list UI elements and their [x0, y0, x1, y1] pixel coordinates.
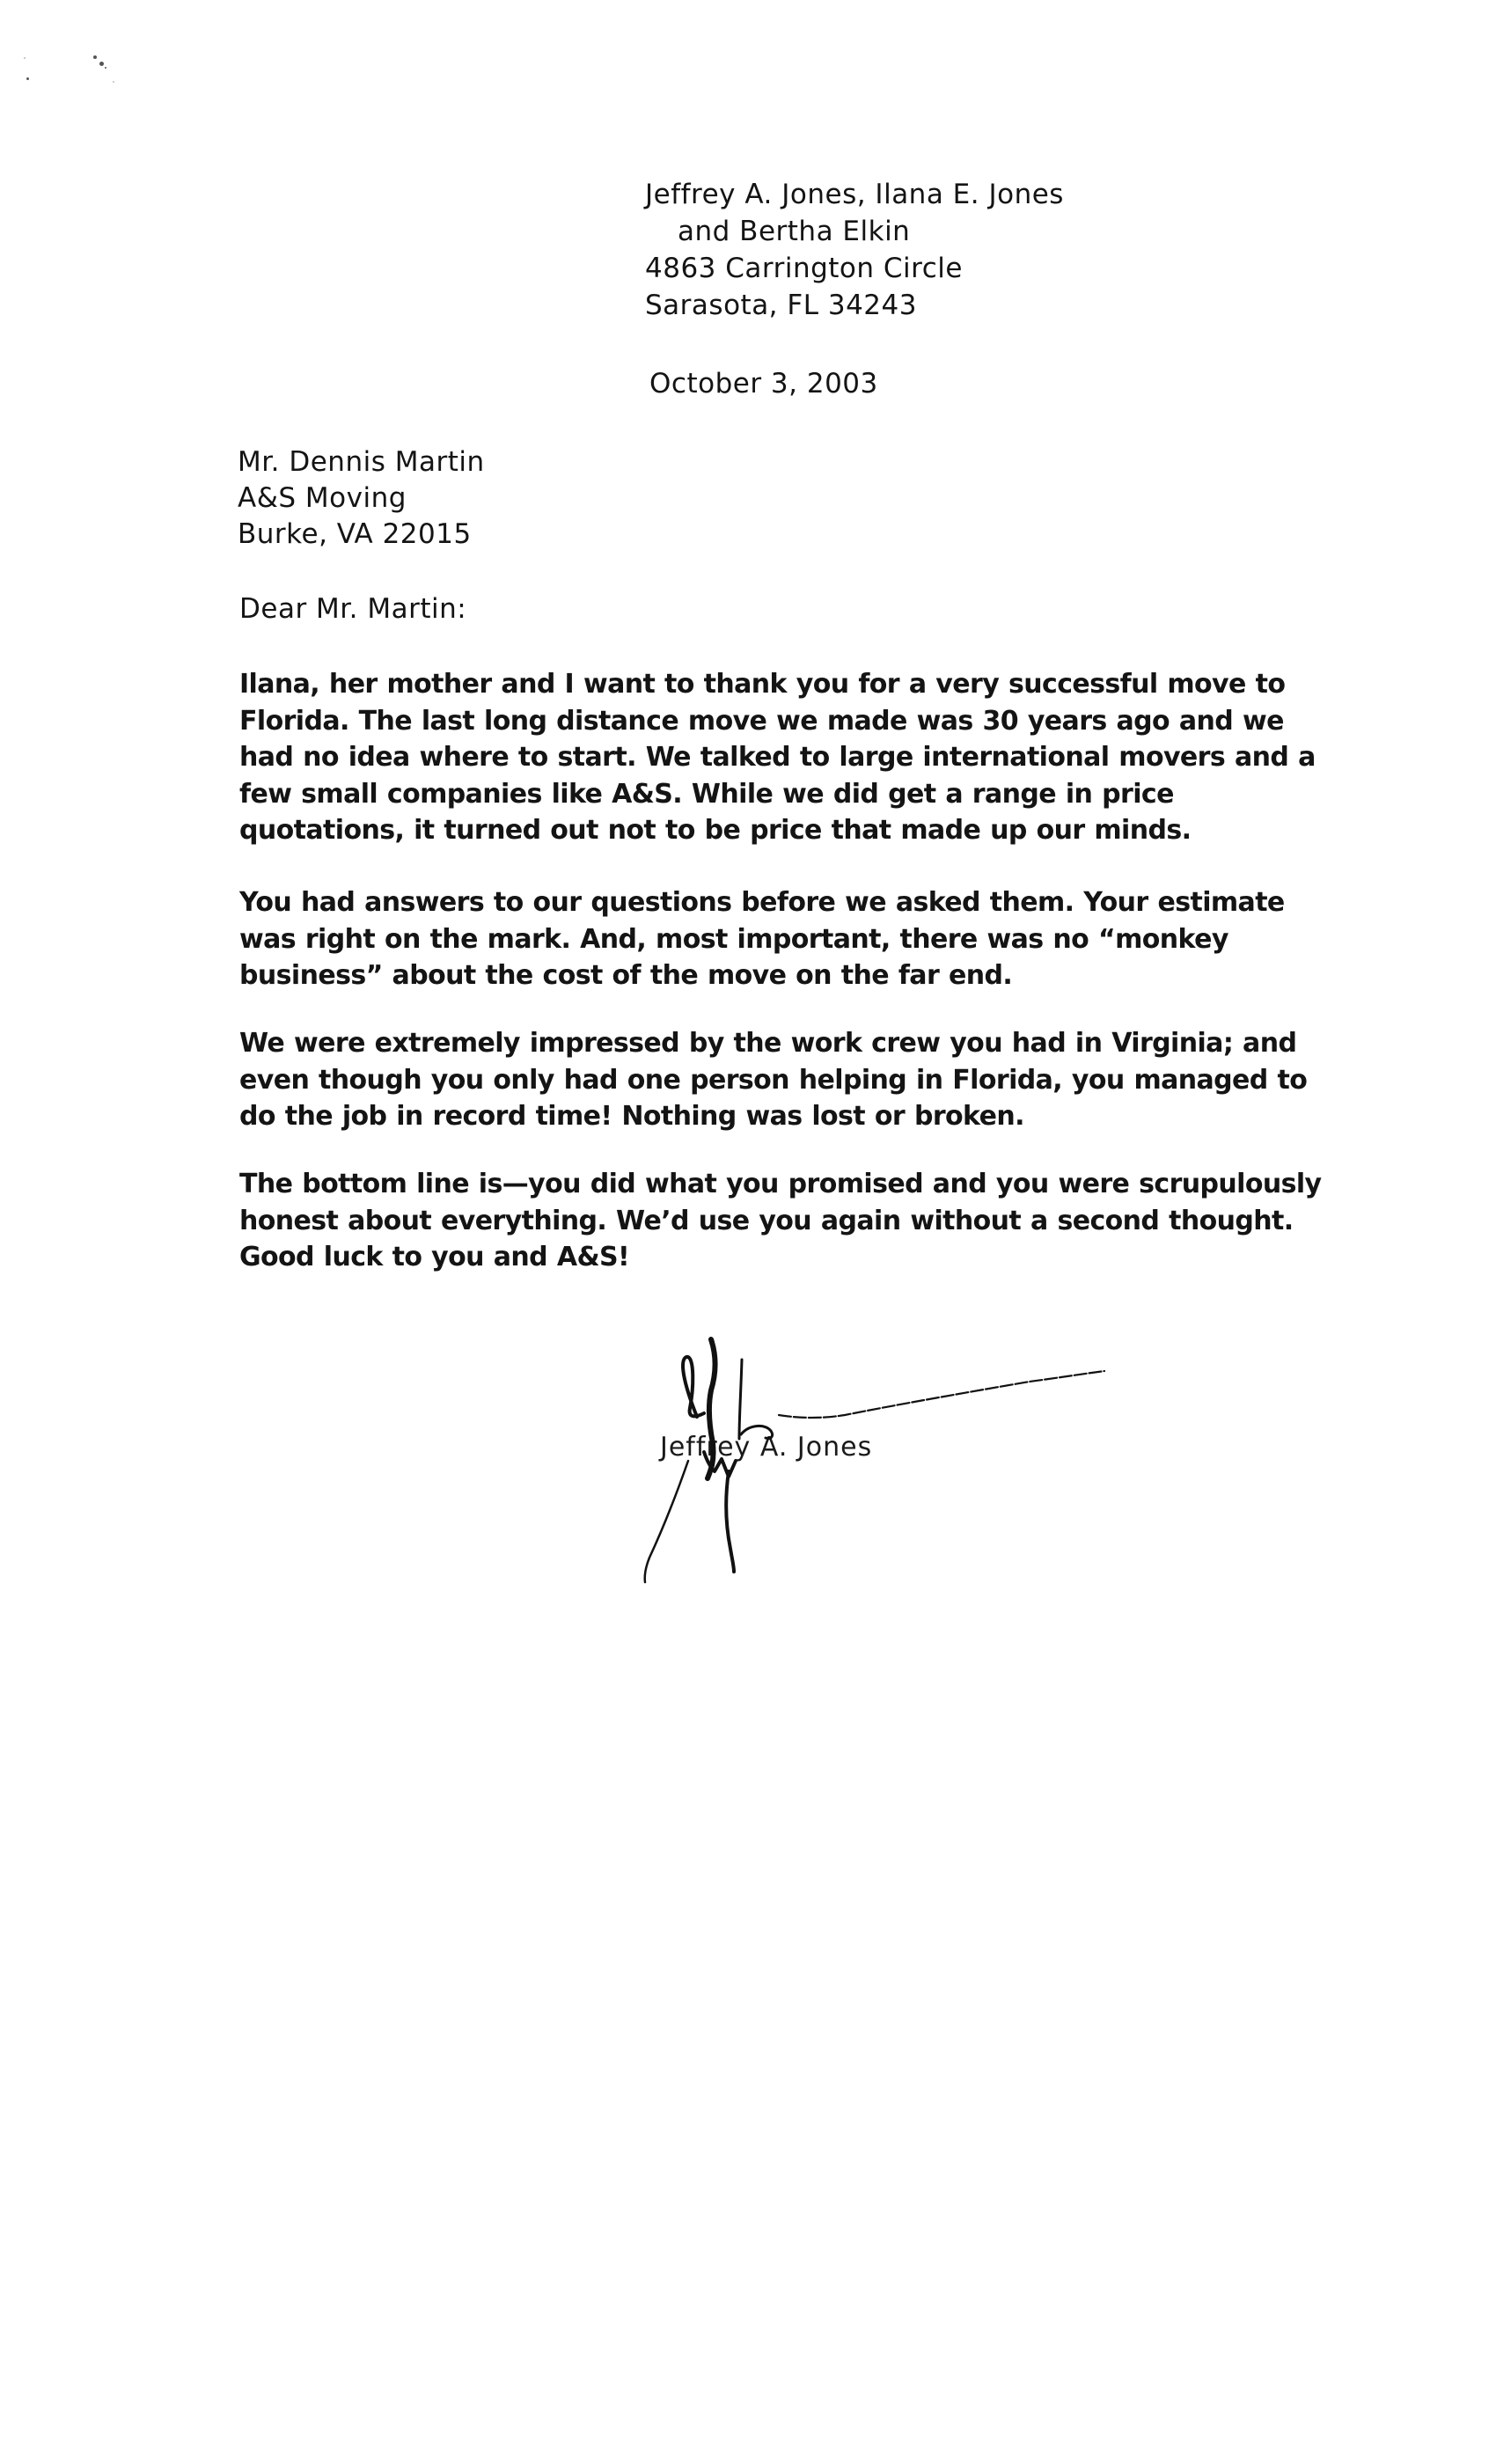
- sender-street: 4863 Carrington Circle: [645, 253, 963, 284]
- recipient-city-state-zip: Burke, VA 22015: [238, 518, 472, 550]
- paragraph-line: You had answers to our questions before we asked them. Your estimate: [239, 887, 1285, 918]
- scan-specks: [0, 0, 176, 106]
- paragraph-line: business” about the cost of the move on the far end.: [239, 960, 1013, 991]
- handwritten-signature-icon: [598, 1320, 1170, 1637]
- signer-printed-name: Jeffrey A. Jones: [660, 1432, 873, 1463]
- paragraph-line: Ilana, her mother and I want to thank you for a very successful move to: [239, 669, 1286, 700]
- paragraph-line: even though you only had one person helping in Florida, you managed to: [239, 1064, 1308, 1096]
- salutation: Dear Mr. Martin:: [239, 593, 467, 625]
- recipient-company: A&S Moving: [238, 482, 407, 514]
- paragraph-line: few small companies like A&S. While we did get a range in price: [239, 778, 1174, 810]
- paragraph-line: had no idea where to start. We talked to large international movers and a: [239, 742, 1316, 773]
- body-paragraph-4: [239, 1166, 1383, 1276]
- body-paragraph-1: [239, 666, 1383, 849]
- paragraph-line: Florida. The last long distance move we made was 30 years ago and we: [239, 705, 1284, 737]
- recipient-name: Mr. Dennis Martin: [238, 446, 485, 478]
- sender-address-block: [645, 176, 1064, 324]
- recipient-address-block: [238, 444, 485, 553]
- paragraph-line: quotations, it turned out not to be price that made up our minds.: [239, 815, 1192, 846]
- paragraph-line: do the job in record time! Nothing was lost or broken.: [239, 1101, 1024, 1132]
- paragraph-line: We were extremely impressed by the work crew you had in Virginia; and: [239, 1028, 1297, 1059]
- sender-names-line: Jeffrey A. Jones, Ilana E. Jones: [645, 179, 1064, 210]
- paragraph-line: The bottom line is—you did what you promised and you were scrupulously: [239, 1169, 1322, 1199]
- paragraph-line: was right on the mark. And, most important, there was no “monkey: [239, 923, 1228, 955]
- paragraph-line: honest about everything. We’d use you again without a second thought.: [239, 1205, 1294, 1236]
- letter-date: October 3, 2003: [649, 368, 878, 400]
- sender-city-state-zip: Sarasota, FL 34243: [645, 290, 917, 321]
- sender-names-line-2: and Bertha Elkin: [678, 216, 911, 247]
- paragraph-line: Good luck to you and A&S!: [239, 1242, 630, 1272]
- body-paragraph-2: [239, 884, 1383, 994]
- body-paragraph-3: [239, 1025, 1383, 1135]
